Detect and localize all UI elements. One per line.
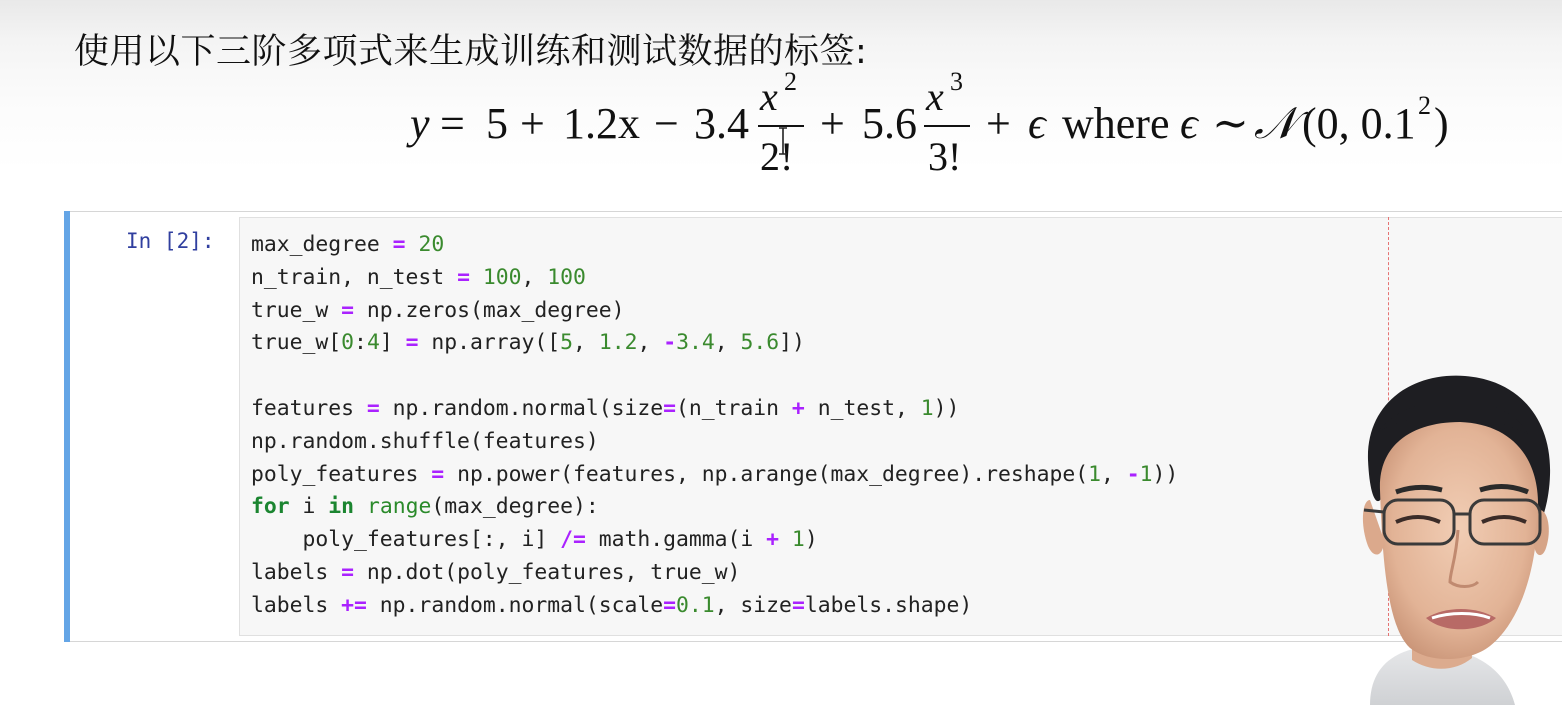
code-token: poly_features[:, i] (251, 527, 561, 553)
formula-epsilon: ϵ (1028, 99, 1046, 148)
cell-prompt: In [2]: (126, 229, 215, 253)
code-line[interactable] (251, 393, 1178, 426)
formula-plus2: + (820, 99, 845, 148)
formula-den2: 2! (760, 134, 794, 179)
presenter-video-overlay (1300, 350, 1562, 705)
code-token: np.array([ (418, 330, 561, 356)
code-token: labels.shape) (804, 592, 973, 618)
code-token: np.random.normal(scale (366, 592, 664, 618)
formula-den3: 3! (928, 134, 962, 179)
code-text[interactable] (251, 229, 1178, 623)
code-token: , (1101, 461, 1127, 487)
formula-where: where (1062, 99, 1170, 148)
code-token: (n_train (676, 395, 792, 421)
code-token: 20 (418, 232, 445, 257)
formula-close: ) (1434, 99, 1449, 148)
code-token: )) (1152, 461, 1179, 487)
code-token: 1 (920, 395, 934, 421)
code-line[interactable] (251, 360, 1178, 393)
code-token: + (766, 527, 780, 553)
text-cursor-icon (776, 126, 790, 156)
code-token: in (328, 494, 355, 520)
code-line[interactable] (251, 524, 1178, 557)
code-token: /= (560, 527, 586, 553)
formula-args: (0, 0.1 (1302, 99, 1416, 148)
code-token: , size (714, 592, 792, 618)
formula-coef3: 5.6 (862, 99, 917, 148)
code-token: = (663, 395, 677, 421)
code-token: true_w[ (251, 330, 342, 356)
code-token: , (714, 330, 741, 356)
code-token: 4 (366, 330, 380, 356)
code-token: features (251, 395, 367, 421)
code-token: , (573, 330, 599, 356)
code-token: max_degree (251, 232, 393, 257)
code-token: = (791, 592, 805, 618)
code-token: + (791, 395, 805, 421)
code-token: 3.4 (676, 330, 715, 356)
code-token: )) (933, 395, 960, 421)
code-token: 5 (560, 330, 574, 356)
formula-x3: x (926, 74, 944, 119)
code-token: , (521, 264, 548, 290)
cell-selection-bar (64, 211, 70, 642)
code-token: ) (804, 527, 818, 553)
code-token (406, 232, 419, 257)
code-token: = (431, 461, 445, 487)
code-line[interactable] (251, 590, 1178, 623)
code-token: - (663, 330, 677, 356)
code-token: 1 (1088, 461, 1101, 487)
code-token: np.zeros(max_degree) (354, 297, 625, 323)
code-token: labels (251, 592, 342, 618)
polynomial-formula (0, 62, 1562, 182)
code-token: = (663, 592, 677, 618)
code-token: n_train, n_test (251, 264, 458, 290)
formula-exp2: 2 (784, 67, 797, 96)
code-token: np.dot(poly_features, true_w) (354, 559, 741, 585)
code-token: 0.1 (676, 592, 715, 618)
formula-x2: x (760, 74, 778, 119)
code-token: = (405, 330, 419, 356)
formula-coef2: 3.4 (694, 99, 749, 148)
code-token: 100 (482, 264, 522, 290)
code-line[interactable] (251, 262, 1178, 295)
markdown-heading: 使用以下三阶多项式来生成训练和测试数据的标签: (74, 32, 868, 72)
formula-term1: 1.2x (563, 99, 640, 148)
code-token: np.power(features, np.arange(max_degree).reshape( (444, 461, 1089, 487)
code-token: i (289, 494, 329, 520)
code-token (354, 494, 367, 519)
code-line[interactable] (251, 557, 1178, 590)
code-token (779, 527, 792, 552)
code-token: - (1126, 461, 1140, 487)
code-token: ]) (779, 330, 805, 356)
code-line[interactable] (251, 491, 1178, 524)
code-line[interactable] (251, 426, 1178, 459)
code-token: = (341, 559, 355, 585)
formula-exp3: 3 (950, 67, 963, 96)
code-token: (max_degree): (431, 494, 599, 520)
code-token: np.random.normal(size (379, 395, 664, 421)
code-token: np.random.shuffle(features) (251, 428, 599, 454)
code-line[interactable] (251, 295, 1178, 328)
code-token: 5.6 (740, 330, 780, 356)
code-token: for (251, 494, 290, 520)
formula-normal: 𝒩 (1254, 99, 1297, 148)
code-token: 100 (547, 264, 586, 290)
code-line[interactable] (251, 229, 1178, 262)
code-token: = (366, 395, 380, 421)
formula-eq: = (440, 99, 465, 148)
code-token: 1 (1139, 461, 1153, 487)
code-token: = (341, 297, 355, 323)
formula-plus1: + (520, 99, 545, 148)
code-token: , (637, 330, 664, 356)
code-line[interactable] (251, 327, 1178, 360)
code-token: poly_features (251, 461, 432, 487)
code-token (470, 265, 483, 290)
code-line[interactable] (251, 459, 1178, 492)
code-token: 1.2 (598, 330, 638, 356)
code-token: true_w (251, 297, 342, 323)
code-token: = (392, 232, 406, 257)
formula-term0: 5 (486, 99, 508, 148)
formula-sq: 2 (1418, 91, 1431, 120)
code-token: labels (251, 559, 342, 585)
formula-minus: − (654, 99, 679, 148)
formula-y: y (410, 99, 430, 148)
code-token: 0 (341, 330, 355, 356)
code-token: 1 (791, 527, 805, 553)
code-token: range (366, 494, 432, 520)
code-token: : (354, 330, 367, 356)
formula-sim: ∼ (1212, 99, 1249, 148)
code-token: += (341, 592, 367, 618)
code-token: = (457, 264, 470, 290)
code-token: ] (379, 330, 406, 356)
code-token: math.gamma(i (585, 527, 767, 553)
formula-epsilon-2: ϵ (1180, 99, 1198, 148)
formula-plus3: + (986, 99, 1011, 148)
code-token: n_test, (804, 395, 921, 421)
